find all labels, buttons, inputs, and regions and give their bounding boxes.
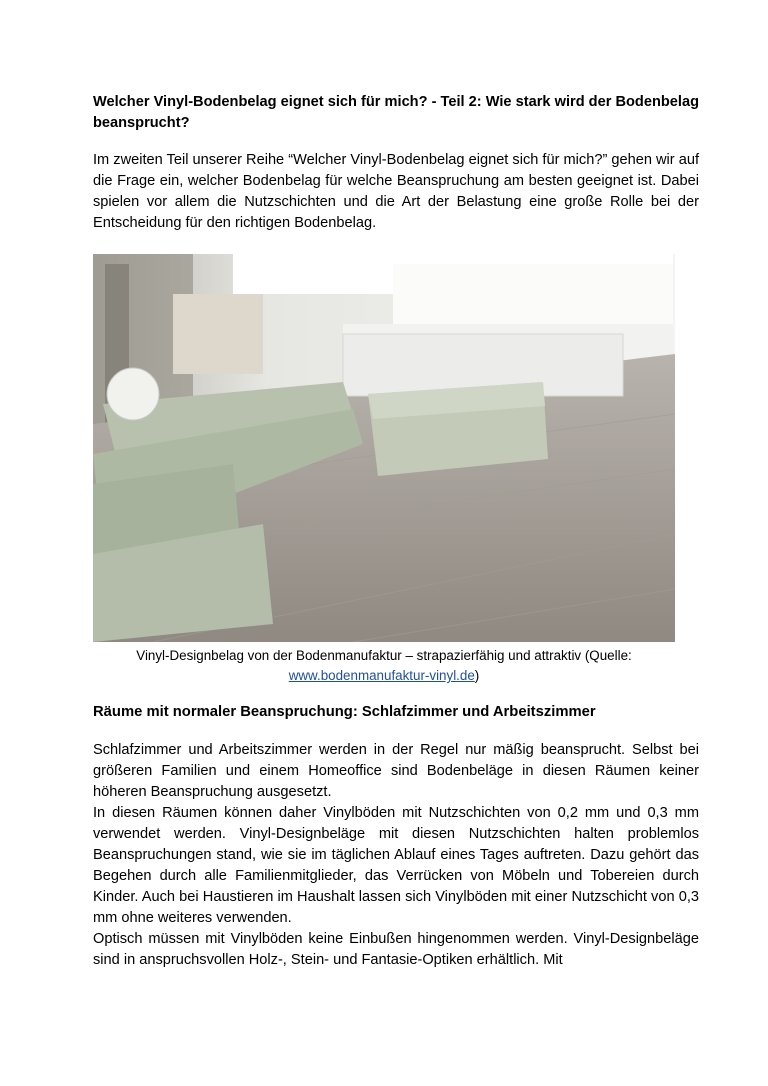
image-caption: [93, 646, 675, 686]
paragraph-3: Optisch müssen mit Vinylböden keine Einbußen hingenommen werden. Vinyl-Designbeläge sind in anspruchsvollen Holz-, Stein- und Fantasie-Optiken erhältlich. Mit: [93, 931, 699, 968]
living-room-illustration: [93, 254, 675, 642]
caption-text: Vinyl-Designbelag von der Bodenmanufaktur – strapazierfähig und attraktiv (Quelle:: [136, 648, 632, 663]
section-heading: Räume mit normaler Beanspruchung: Schlafzimmer und Arbeitszimmer: [93, 704, 596, 720]
paragraph-1: Schlafzimmer und Arbeitszimmer werden in der Regel nur mäßig beansprucht. Selbst bei größeren Familien und einem Homeoffice sind Bodenbeläge in diesen Räumen keiner höheren Beanspruchung ausgesetzt.: [93, 742, 699, 800]
caption-close: ): [474, 668, 480, 683]
paragraph-2: In diesen Räumen können daher Vinylböden mit Nutzschichten von 0,2 mm und 0,3 mm verwendet werden. Vinyl-Designbeläge mit diesen Nutzschichten halten problemlos Beanspruchungen stand, wie sie im täglichen Ablauf eines Tages auftreten. Dazu gehört das Begehen durch alle Familienmitglieder, das Verrücken von Möbeln und Tobereien durch Kinder. Auch bei Haustieren im Haushalt lassen sich Vinylböden mit einer Nutzschicht von 0,3 mm ohne weiteres verwenden.: [93, 805, 699, 926]
source-link[interactable]: www.bodenmanufaktur-vinyl.de: [288, 668, 475, 683]
section-body: [93, 740, 699, 971]
document-title: Welcher Vinyl-Bodenbelag eignet sich für mich? - Teil 2: Wie stark wird der Bodenbelag beansprucht?: [93, 94, 699, 131]
living-room-photo: [93, 254, 675, 642]
intro-paragraph: Im zweiten Teil unserer Reihe “Welcher Vinyl-Bodenbelag eignet sich für mich?” gehen wir auf die Frage ein, welcher Bodenbelag für welche Beanspruchung am besten geeignet ist. Dabei spielen vor allem die Nutzschichten und die Art der Belastung eine große Rolle bei der Entscheidung für den richtigen Bodenbelag.: [93, 152, 699, 231]
